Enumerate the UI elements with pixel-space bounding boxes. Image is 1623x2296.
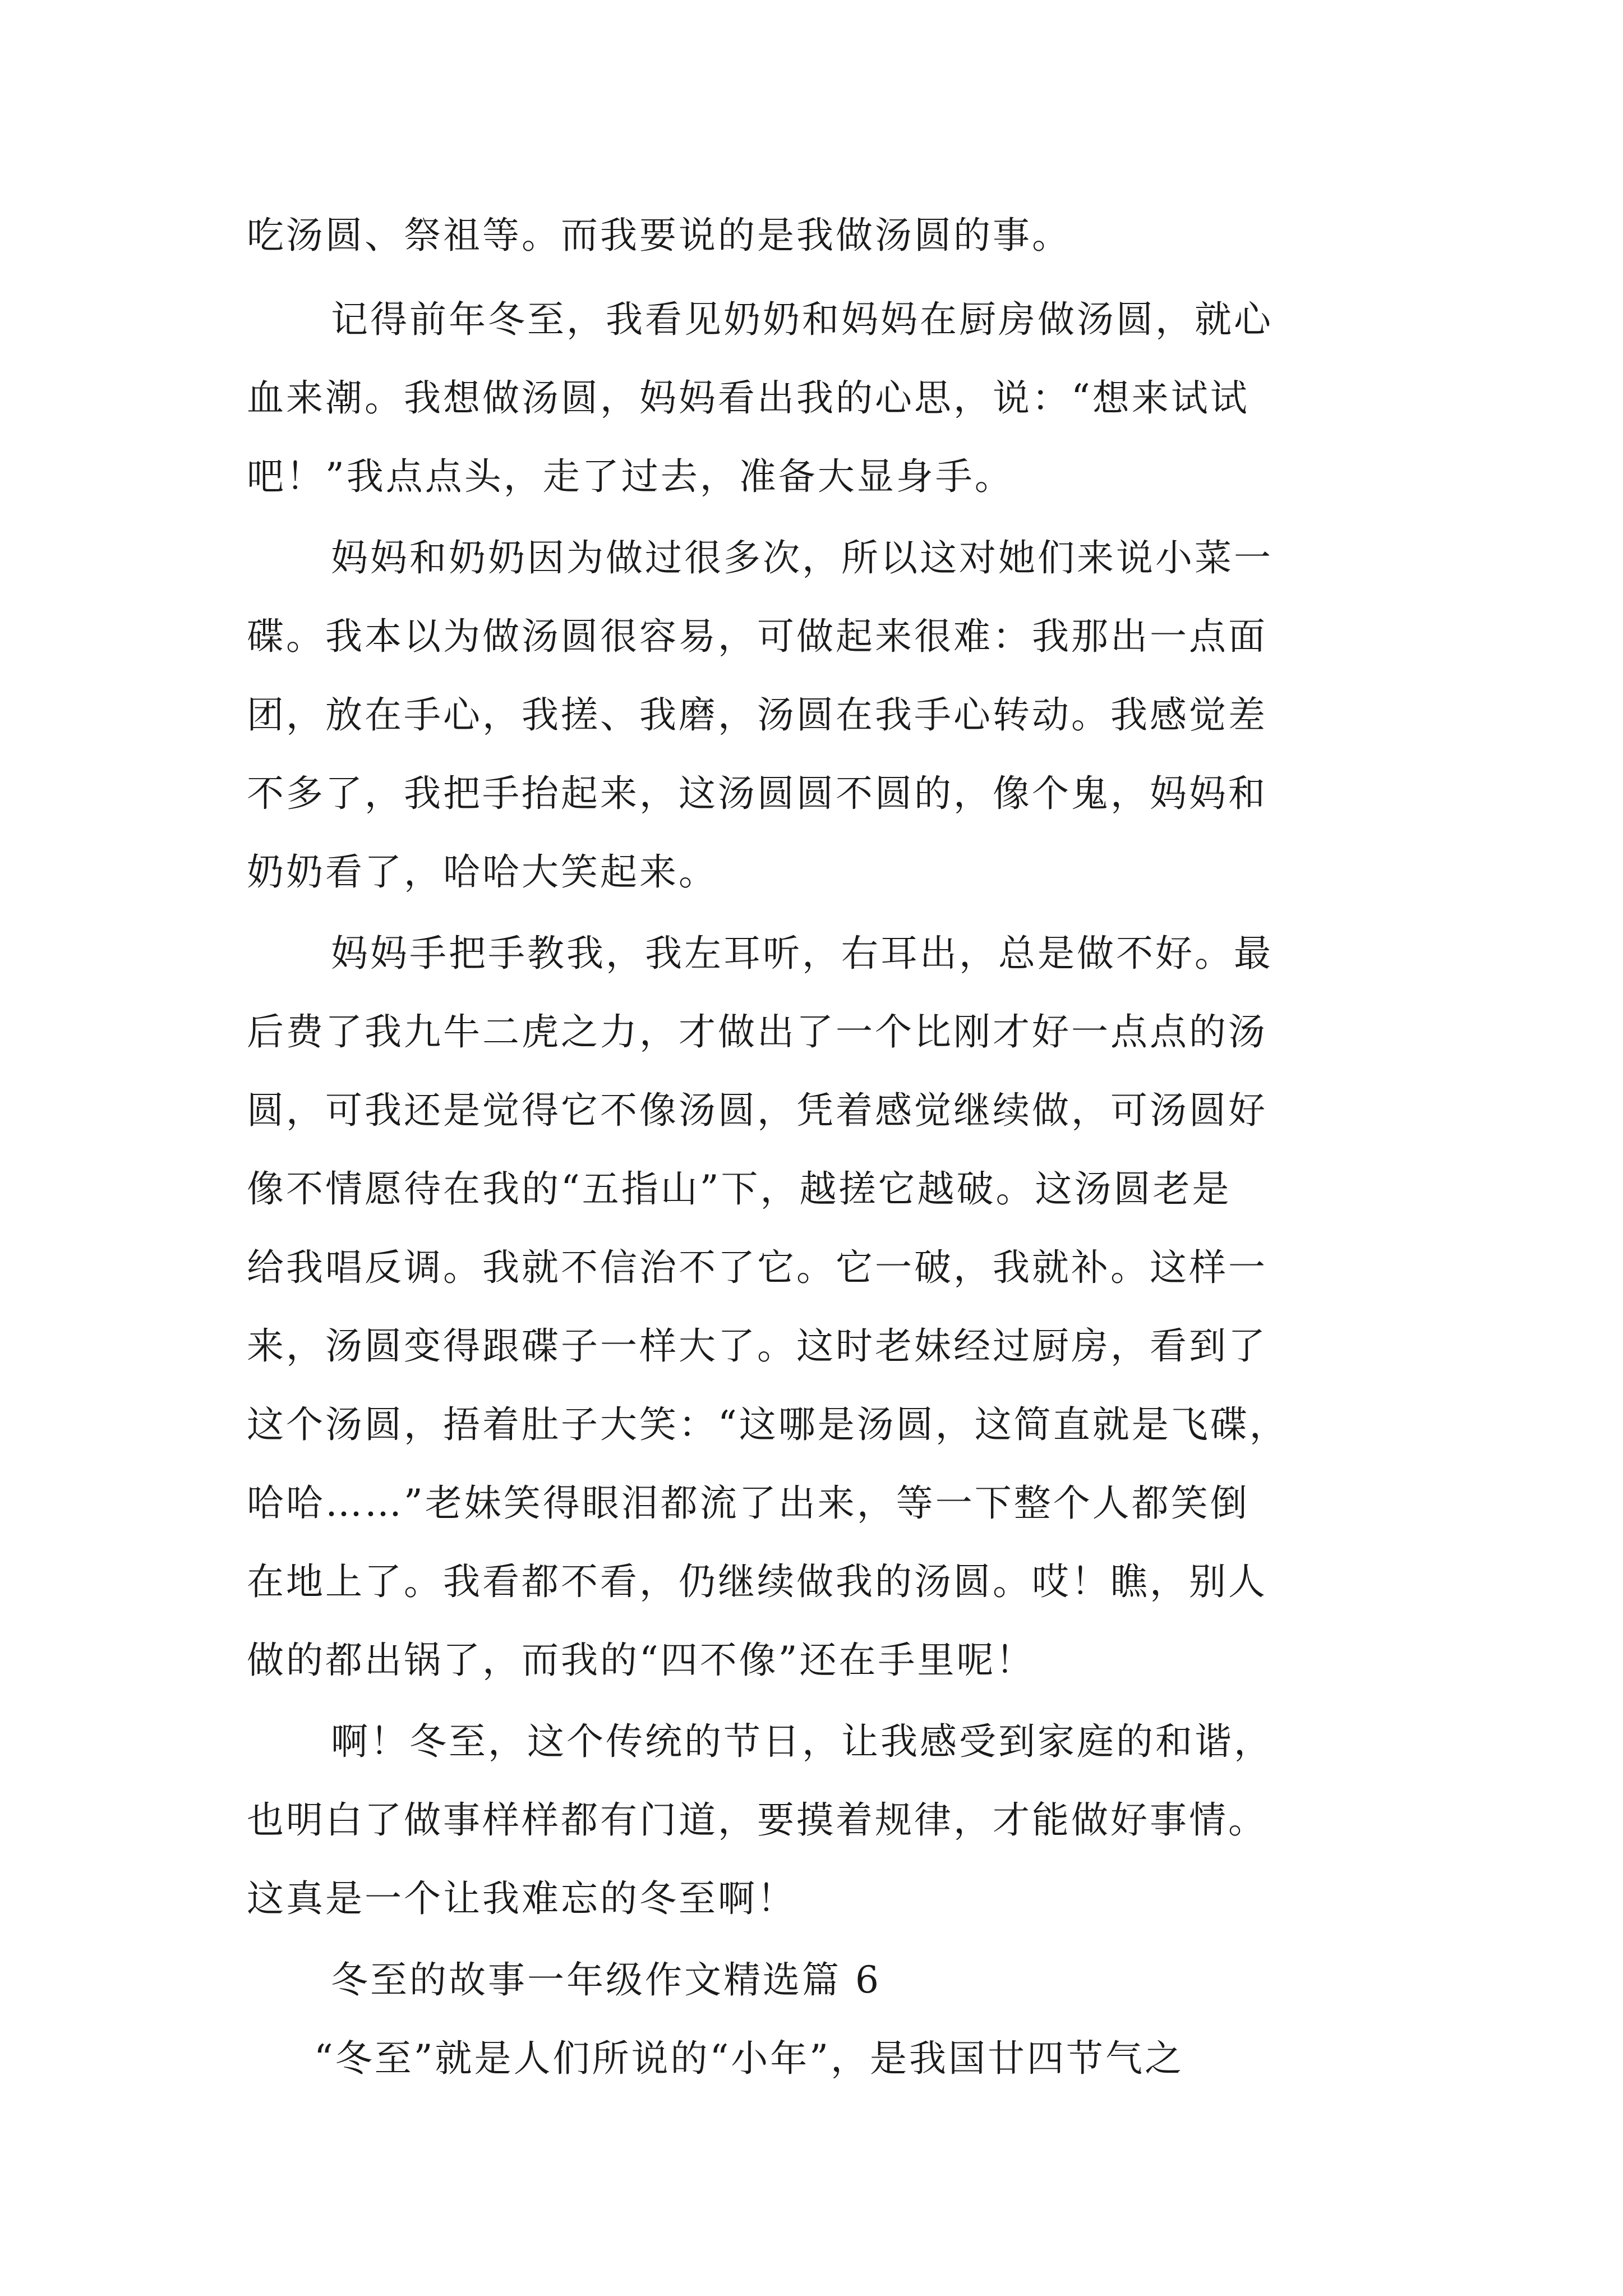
text-line: 吧！”我点点头，走了过去，准备大显身手。 xyxy=(247,455,1014,498)
text-line: 在地上了。我看都不看，仍继续做我的汤圆。哎！瞧，别人 xyxy=(247,1560,1267,1603)
text-line: 也明白了做事样样都有门道，要摸着规律，才能做好事情。 xyxy=(247,1798,1267,1842)
text-line: 哈哈……”老妹笑得眼泪都流了出来，等一下整个人都笑倒 xyxy=(247,1481,1249,1525)
text-line: 给我唱反调。我就不信治不了它。它一破，我就补。这样一 xyxy=(247,1246,1267,1289)
text-line: 奶奶看了，哈哈大笑起来。 xyxy=(247,850,718,894)
text-line: 圆，可我还是觉得它不像汤圆，凭着感觉继续做，可汤圆好 xyxy=(247,1089,1267,1132)
paragraph-first-line: “冬至”就是人们所说的“小年”，是我国廿四节气之 xyxy=(314,2037,1184,2080)
text-line: 像不情愿待在我的“五指山”下，越搓它越破。这汤圆老是 xyxy=(247,1167,1232,1211)
text-line: 碟。我本以为做汤圆很容易，可做起来很难：我那出一点面 xyxy=(247,615,1267,658)
text-line: 吃汤圆、祭祖等。而我要说的是我做汤圆的事。 xyxy=(247,214,1071,257)
text-line: 团，放在手心，我搓、我磨，汤圆在我手心转动。我感觉差 xyxy=(247,693,1267,737)
paragraph-first-line: 妈妈和奶奶因为做过很多次，所以这对她们来说小菜一 xyxy=(331,536,1273,579)
text-line: 做的都出锅了，而我的“四不像”还在手里呢！ xyxy=(247,1639,1035,1682)
paragraph-first-line: 记得前年冬至，我看见奶奶和妈妈在厨房做汤圆，就心 xyxy=(331,298,1273,341)
section-heading: 冬至的故事一年级作文精选篇 6 xyxy=(331,1958,881,2001)
text-line: 血来潮。我想做汤圆，妈妈看出我的心思，说：“想来试试 xyxy=(247,376,1249,420)
paragraph-first-line: 妈妈手把手教我，我左耳听，右耳出，总是做不好。最 xyxy=(331,932,1273,975)
text-line: 这真是一个让我难忘的冬至啊！ xyxy=(247,1877,796,1920)
paragraph-first-line: 啊！冬至，这个传统的节日，让我感受到家庭的和谐， xyxy=(331,1720,1273,1763)
text-line: 来，汤圆变得跟碟子一样大了。这时老妹经过厨房，看到了 xyxy=(247,1324,1267,1368)
text-line: 后费了我九牛二虎之力，才做出了一个比刚才好一点点的汤 xyxy=(247,1010,1267,1053)
text-line: 这个汤圆，捂着肚子大笑：“这哪是汤圆，这简直就是飞碟， xyxy=(247,1403,1289,1446)
text-line: 不多了，我把手抬起来，这汤圆圆不圆的，像个鬼，妈妈和 xyxy=(247,772,1267,815)
